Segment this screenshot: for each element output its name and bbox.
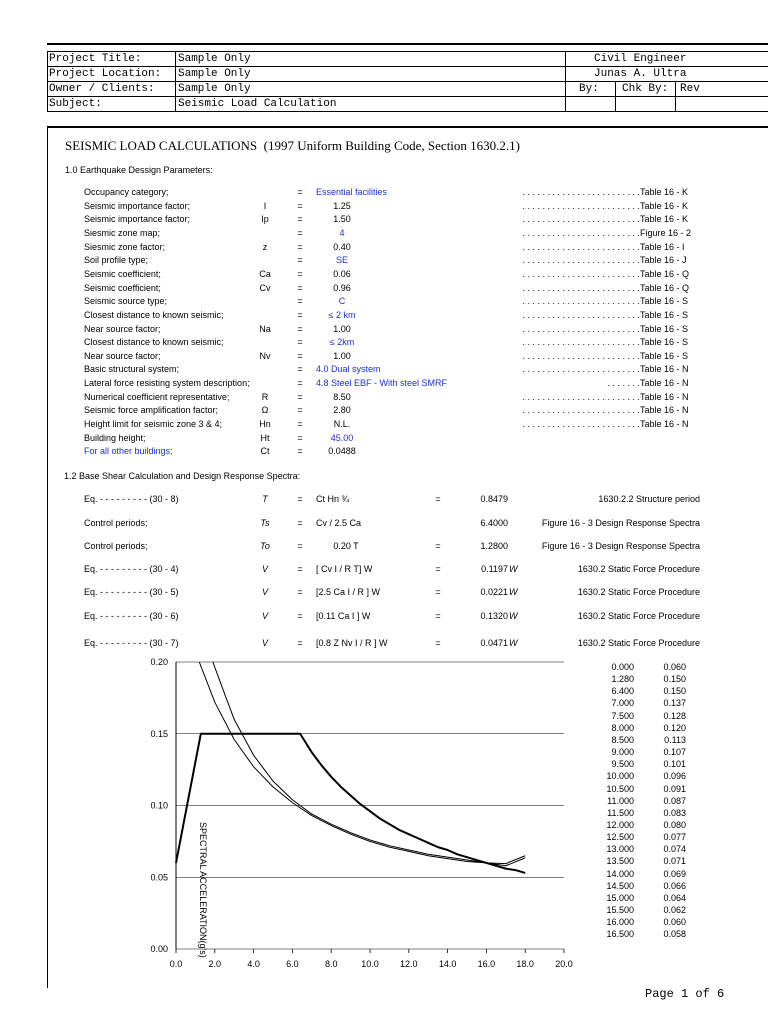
param-value: 2.80 (333, 405, 351, 416)
param-leader: . . . . . . . . . . . . . . . . . . . . . . . . (522, 337, 640, 348)
param-leader: . . . . . . . . . . . . . . . . . . . . . . . . (522, 364, 640, 375)
param-name: Closest distance to known seismic; (84, 309, 224, 320)
rev-label: Rev (680, 83, 700, 95)
param-leader: . . . . . . . . . . . . . . . . . . . . . . . . (522, 350, 640, 361)
param-reference: Table 16 - J (640, 255, 687, 266)
param-reference: Table 16 - S (640, 309, 689, 320)
equation-unit: W (509, 611, 518, 621)
equation-expression: 0.20 T (333, 541, 359, 551)
equation-reference: Figure 16 - 3 Design Response Spectra (541, 541, 700, 551)
equation-label: Eq. - - - - - - - - - (30 - 6) (84, 611, 179, 621)
spectrum-period: 10.500 (606, 783, 634, 794)
equation-symbol: V (261, 564, 268, 574)
engineer-name: Junas A. Ultra (594, 68, 687, 80)
param-equals: = (297, 296, 303, 307)
x-tick-label: 4.0 (247, 959, 260, 969)
param-value: 1.00 (333, 323, 351, 334)
param-symbol: Cv (259, 282, 271, 293)
param-symbol: Ip (261, 214, 269, 225)
spectrum-acceleration: 0.066 (663, 880, 686, 891)
param-equals: = (297, 405, 303, 416)
param-reference: Table 16 - S (640, 296, 689, 307)
param-equals: = (297, 255, 303, 266)
equation-label: Control periods; (84, 541, 148, 551)
param-reference: Table 16 - S (640, 337, 689, 348)
spectrum-acceleration: 0.113 (664, 734, 686, 745)
param-equals: = (297, 337, 303, 348)
y-tick-label: 0.05 (150, 872, 168, 883)
equation-value: 0.8479 (480, 494, 508, 504)
param-value: C (338, 296, 346, 307)
spectrum-period: 16.000 (606, 917, 634, 928)
equation-value: 0.0221 (480, 587, 508, 597)
equation-symbol: V (261, 587, 268, 597)
equation-reference: 1630.2 Static Force Procedure (577, 587, 700, 597)
spectrum-acceleration: 0.060 (663, 662, 686, 672)
equation-equals: = (297, 494, 303, 504)
equation-value: 6.4000 (480, 518, 508, 528)
param-leader: . . . . . . . . . . . . . . . . . . . . . . . . (522, 214, 640, 225)
spectrum-acceleration: 0.080 (663, 819, 686, 830)
param-value: 0.06 (333, 268, 351, 279)
header-label: Project Location: (49, 68, 162, 80)
param-value: 0.96 (333, 282, 351, 293)
param-name: Seismic coefficient; (84, 282, 161, 293)
spectrum-period: 12.500 (606, 832, 634, 843)
spectrum-period: 12.000 (606, 819, 634, 830)
spectrum-period: 9.500 (611, 759, 634, 770)
param-reference: Table 16 - K (640, 214, 689, 225)
param-value: 4.0 Dual system (316, 364, 381, 375)
spectrum-acceleration: 0.060 (663, 917, 686, 928)
spectrum-period: 8.500 (611, 734, 634, 745)
param-name: Soil profile type; (84, 255, 149, 266)
param-equals: = (297, 309, 303, 320)
x-tick-label: 6.0 (286, 959, 299, 969)
param-value: 1.50 (333, 214, 351, 225)
equation-label: Eq. - - - - - - - - - (30 - 8) (84, 494, 179, 504)
spectrum-period: 7.500 (611, 710, 634, 721)
param-reference: Table 16 - N (640, 405, 689, 416)
spectrum-period: 14.500 (606, 880, 634, 891)
equation-reference: 1630.2.2 Structure period (598, 494, 700, 504)
param-symbol: Ht (260, 432, 270, 443)
series-line (176, 734, 525, 873)
param-symbol: R (261, 391, 269, 402)
equation-equals: = (297, 518, 303, 528)
param-symbol: Ω (261, 405, 269, 416)
param-symbol: Ca (259, 268, 271, 279)
spectrum-acceleration: 0.091 (663, 783, 686, 794)
equation-label: Eq. - - - - - - - - - (30 - 7) (84, 638, 179, 648)
param-value: 0.40 (333, 241, 351, 252)
param-equals: = (297, 187, 303, 197)
param-leader: . . . . . . . . . . . . . . . . . . . . . . . . (522, 200, 640, 211)
spectrum-acceleration: 0.058 (663, 929, 686, 940)
param-symbol: Na (259, 323, 271, 334)
equation-expression: [2.5 Ca I / R ] W (316, 587, 381, 597)
equation-expression: [0.8 Z Nv I / R ] W (316, 638, 388, 648)
equation-symbol: To (260, 541, 270, 551)
equation-equals: = (435, 564, 441, 574)
spectrum-period: 7.000 (611, 698, 634, 709)
spectrum-period: 16.500 (606, 929, 634, 940)
spectrum-acceleration: 0.064 (663, 892, 686, 903)
sheet-title-ref: (1997 Uniform Building Code, Section 1630.2.1) (263, 138, 520, 153)
param-name: Seismic source type; (84, 296, 168, 307)
spectrum-acceleration: 0.083 (663, 807, 686, 818)
param-reference: Table 16 - S (640, 350, 689, 361)
equation-expression: Cv / 2.5 Ca (316, 518, 362, 528)
header-value: Sample Only (178, 83, 251, 95)
spectrum-period: 13.500 (606, 856, 634, 867)
header-value: Seismic Load Calculation (178, 98, 337, 110)
param-name: Basic structural system; (84, 364, 180, 375)
param-name: Height limit for seismic zone 3 & 4; (84, 419, 223, 430)
x-tick-label: 16.0 (477, 959, 496, 969)
param-equals: = (297, 227, 303, 238)
x-tick-label: 2.0 (208, 959, 222, 969)
chk-by-label: Chk By: (622, 83, 669, 95)
param-equals: = (297, 378, 303, 389)
param-leader: . . . . . . . . . . . . . . . . . . . . . . . . (522, 309, 640, 320)
param-name: Seismic force amplification factor; (84, 405, 219, 416)
x-tick-label: 18.0 (516, 959, 534, 969)
equation-symbol: V (261, 611, 268, 621)
param-name: Numerical coefficient representative; (84, 391, 230, 402)
param-value: Essential facilities (316, 187, 388, 197)
equation-expression: [ Cv I / R T] W (316, 564, 373, 574)
equation-equals: = (297, 611, 303, 621)
spectrum-period: 11.500 (607, 807, 634, 818)
param-reference: Table 16 - Q (640, 282, 690, 293)
param-name: Seismic coefficient; (84, 268, 161, 279)
x-tick-label: 8.0 (324, 959, 338, 969)
param-reference: Table 16 - S (640, 323, 689, 334)
spectrum-period: 11.000 (607, 795, 634, 806)
param-leader: . . . . . . . . . . . . . . . . . . . . . . . . (522, 391, 640, 402)
y-tick-label: 0.00 (150, 944, 168, 954)
equation-symbol: V (261, 638, 268, 648)
spectrum-period: 8.000 (611, 722, 634, 733)
equation-reference: 1630.2 Static Force Procedure (577, 611, 700, 621)
x-tick-label: 14.0 (438, 959, 457, 969)
param-equals: = (297, 350, 303, 361)
param-reference: Table 16 - K (640, 187, 689, 197)
x-tick-label: 0.0 (169, 959, 183, 969)
param-equals: = (297, 268, 303, 279)
equation-reference: 1630.2 Static Force Procedure (577, 638, 700, 648)
equation-reference: 1630.2 Static Force Procedure (577, 564, 700, 574)
equation-equals: = (435, 541, 441, 551)
param-equals: = (297, 364, 303, 375)
spectrum-acceleration: 0.150 (663, 686, 686, 697)
param-value: SE (335, 255, 348, 266)
equation-value: 1.2800 (480, 541, 508, 551)
param-leader: . . . . . . . . . . . . . . . . . . . . . . . . (522, 405, 640, 416)
param-equals: = (297, 391, 303, 402)
x-tick-label: 20.0 (555, 959, 573, 969)
param-leader: . . . . . . . . . . . . . . . . . . . . . . . . (522, 323, 640, 334)
equation-equals: = (297, 541, 303, 551)
param-equals: = (297, 446, 303, 457)
equation-reference: Figure 16 - 3 Design Response Spectra (541, 518, 700, 528)
param-reference: Table 16 - N (640, 391, 689, 402)
param-name: Seismic importance factor; (84, 200, 191, 211)
equation-equals: = (435, 494, 441, 504)
spectrum-acceleration: 0.107 (663, 747, 686, 758)
param-leader: . . . . . . . (607, 378, 640, 389)
equation-value: 0.1197 (481, 564, 508, 574)
param-name: Near source factor; (84, 323, 161, 334)
equation-expression: Ct Hn ¾ (316, 494, 350, 504)
param-symbol: Nv (259, 350, 271, 361)
equation-value: 0.1320 (480, 611, 508, 621)
equation-symbol: Ts (260, 518, 270, 528)
spectrum-acceleration: 0.062 (663, 905, 686, 915)
equation-value: 0.0471 (480, 638, 508, 648)
param-name: Building height; (84, 432, 146, 443)
section-heading-1: 1.0 Earthquake Dessign Parameters: (65, 165, 213, 175)
spectrum-period: 1.280 (611, 674, 634, 685)
param-value: 45.00 (330, 432, 354, 443)
spectrum-period: 0.000 (611, 662, 634, 672)
param-leader: . . . . . . . . . . . . . . . . . . . . . . . . (522, 296, 640, 307)
param-equals: = (297, 432, 303, 443)
header-value: Sample Only (178, 68, 251, 80)
spectrum-acceleration: 0.074 (663, 844, 686, 855)
param-leader: . . . . . . . . . . . . . . . . . . . . . . . . (522, 241, 640, 252)
spectrum-acceleration: 0.120 (663, 722, 686, 733)
spectrum-acceleration: 0.128 (663, 710, 686, 721)
param-name: Siesmic zone factor; (84, 241, 166, 252)
param-value: N.L. (333, 419, 351, 430)
series-line (199, 662, 525, 864)
header-value: Sample Only (178, 53, 251, 65)
equation-equals: = (435, 611, 441, 621)
spectrum-acceleration: 0.077 (663, 832, 686, 843)
param-name: Seismic importance factor; (84, 214, 191, 225)
by-label: By: (579, 83, 599, 95)
param-reference: Table 16 - N (640, 419, 689, 430)
param-value: 1.00 (333, 350, 351, 361)
engineer-title: Civil Engineer (594, 53, 687, 65)
spectrum-period: 9.000 (611, 747, 634, 758)
param-value: 1.25 (333, 200, 351, 211)
equation-equals: = (297, 638, 303, 648)
spectrum-period: 14.000 (606, 868, 634, 879)
spectrum-acceleration: 0.087 (663, 795, 686, 806)
param-leader: . . . . . . . . . . . . . . . . . . . . . . . . (522, 255, 640, 266)
param-value: ≤ 2km (329, 337, 355, 348)
spectrum-period: 10.000 (606, 771, 634, 782)
param-name: Siesmic zone map; (84, 227, 161, 238)
param-leader: . . . . . . . . . . . . . . . . . . . . . . . . (522, 268, 640, 279)
param-reference: Figure 16 - 2 (640, 227, 692, 238)
equation-equals: = (297, 587, 303, 597)
param-leader: . . . . . . . . . . . . . . . . . . . . . . . . (522, 187, 640, 197)
series-line (213, 662, 525, 866)
param-leader: . . . . . . . . . . . . . . . . . . . . . . . . (522, 282, 640, 293)
equation-expression: [0.11 Ca I ] W (316, 611, 371, 621)
spectrum-acceleration: 0.101 (663, 759, 686, 770)
spectrum-period: 6.400 (611, 686, 634, 697)
param-value: 4.8 Steel EBF - With steel SMRF (316, 378, 448, 389)
spectrum-acceleration: 0.069 (663, 868, 686, 879)
equation-label: Control periods; (84, 518, 148, 528)
y-axis-label: SPECTRAL ACCELERATION(g's) (198, 822, 208, 958)
param-equals: = (297, 282, 303, 293)
x-tick-label: 12.0 (400, 959, 418, 969)
spectrum-period: 15.000 (606, 892, 634, 903)
equation-unit: W (509, 564, 518, 574)
spectrum-acceleration: 0.071 (663, 856, 686, 867)
param-reference: Table 16 - N (640, 378, 689, 389)
equation-unit: W (509, 638, 518, 648)
y-tick-label: 0.20 (150, 657, 168, 667)
param-reference: Table 16 - K (640, 200, 689, 211)
param-value: 8.50 (333, 391, 351, 402)
param-value: ≤ 2 km (328, 309, 356, 320)
equation-label: Eq. - - - - - - - - - (30 - 4) (84, 564, 179, 574)
param-name: Lateral force resisting system description; (84, 378, 250, 389)
spectrum-period: 13.000 (606, 844, 634, 855)
param-equals: = (297, 214, 303, 225)
param-symbol: Ct (260, 446, 270, 457)
equation-unit: W (509, 587, 518, 597)
header-label: Owner / Clients: (49, 83, 155, 95)
param-name: Occupancy category; (84, 187, 169, 197)
spectrum-acceleration: 0.150 (663, 674, 686, 685)
param-reference: Table 16 - N (640, 364, 689, 375)
param-value: 0.0488 (328, 446, 356, 457)
sheet-title-main: SEISMIC LOAD CALCULATIONS (65, 138, 258, 153)
y-tick-label: 0.15 (150, 728, 168, 739)
param-name: Closest distance to known seismic; (84, 337, 224, 348)
equation-equals: = (297, 564, 303, 574)
equation-symbol: T (262, 494, 268, 504)
param-value: 4 (339, 227, 345, 238)
spectrum-period: 15.500 (606, 905, 634, 915)
spectrum-acceleration: 0.096 (663, 771, 686, 782)
equation-equals: = (435, 587, 441, 597)
equation-label: Eq. - - - - - - - - - (30 - 5) (84, 587, 179, 597)
param-reference: Table 16 - I (640, 241, 685, 252)
param-equals: = (297, 241, 303, 252)
param-symbol: Hn (259, 419, 271, 430)
header-label: Subject: (49, 98, 102, 110)
param-leader: . . . . . . . . . . . . . . . . . . . . . . . . (522, 419, 640, 430)
section-heading-2: 1.2 Base Shear Calculation and Design Response Spectra: (64, 471, 301, 481)
param-symbol: z (262, 241, 268, 252)
y-tick-label: 0.10 (150, 800, 168, 811)
param-equals: = (297, 419, 303, 430)
header-label: Project Title: (49, 53, 142, 65)
param-equals: = (297, 200, 303, 211)
param-leader: . . . . . . . . . . . . . . . . . . . . . . . . (522, 227, 640, 238)
page-number: Page 1 of 6 (645, 987, 725, 1001)
spectrum-acceleration: 0.137 (663, 698, 686, 709)
param-reference: Table 16 - Q (640, 268, 690, 279)
equation-equals: = (435, 638, 441, 648)
param-equals: = (297, 323, 303, 334)
param-symbol: I (263, 200, 267, 211)
x-tick-label: 10.0 (361, 959, 379, 969)
param-name: Near source factor; (84, 350, 161, 361)
param-name: For all other buildings; (84, 446, 173, 457)
